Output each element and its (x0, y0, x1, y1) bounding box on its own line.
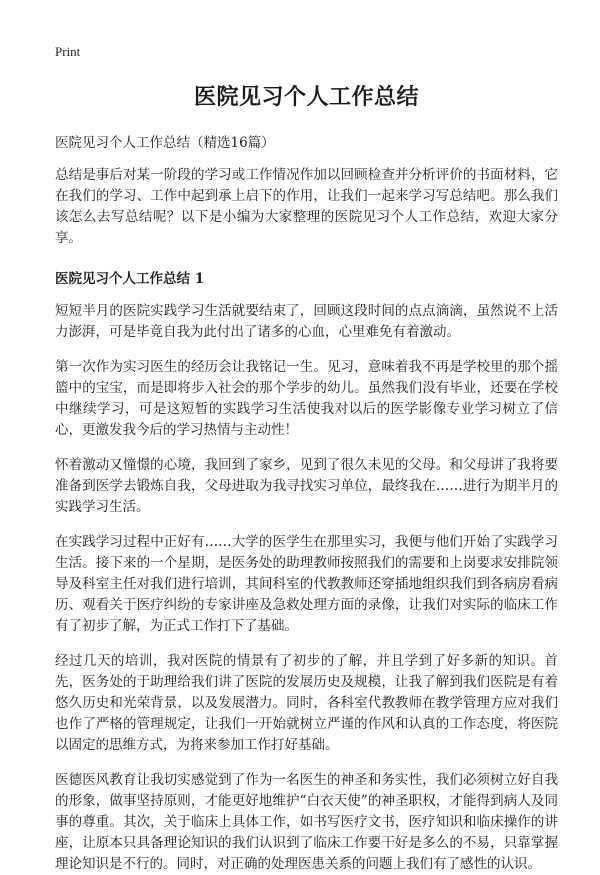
body-paragraph-2: 第一次作为实习医生的经历会让我铭记一生。见习，意味着我不再是学校里的那个摇篮中的宝宝，而是即将步入社会的那个学步的幼儿。虽然我们没有毕业，还要在学校中继续学习，可是这短暂的实践学习生活使我对以后的医学影像专业学习树立了信心，更激发我今后的学习热情与主动性！ (55, 359, 558, 438)
body-paragraph-1: 短短半月的医院实践学习生活就要结束了，回顾这段时间的点点滴滴，虽然说不上活力澎湃，可是毕竟自我为此付出了诸多的心血，心里难免有着激动。 (55, 303, 558, 340)
body-paragraph-3: 怀着激动又憧憬的心境，我回到了家乡，见到了很久未见的父母。和父母讲了我将要准备到医学去锻炼自我，父母进取为我寻找实习单位，最终我在……进行为期半月的实践学习生活。 (55, 457, 558, 515)
page-title: 医院见习个人工作总结 (193, 84, 419, 110)
body-paragraph-5: 经过几天的培训，我对医院的情景有了初步的了解，并且学到了好多新的知识。首先，医务处的于助理给我们讲了医院的发展历史及规模，让我了解到我们医院是有着悠久历史和光荣背景，以及发展潜力。同时，各科室代教教师在教学管理方应对我们也作了严格的管理规定，让我们一开始就树立严谨的作风和认真的工作态度，将医院以固定的思维方式，为将来参加工作打好基础。 (55, 653, 558, 753)
intro-paragraph: 总结是事后对某一阶段的学习或工作情况作加以回顾检查并分析评价的书面材料，它在我们的学习、工作中起到承上启下的作用，让我们一起来学习写总结吧。那么我们该怎么去写总结呢？以下是小编为大家整理的医院见习个人工作总结，欢迎大家分享。 (55, 167, 558, 246)
body-paragraph-6: 医德医风教育让我切实感觉到了作为一名医生的神圣和务实性，我们必须树立好自我的形象，做事坚持原则，才能更好地维护“白衣天使”的神圣职权，才能得到病人及同事的尊重。其次，关于临床上具体工作，如书写医疗文书，医疗知识和临床操作的讲座，让原本只具备理论知识的我们认识到了临床工作要干好是多么的不易，只靠掌握理论知识是不行的。同时，对正确的处理医患关系的问题上我们有了感性的认识。 (55, 772, 558, 872)
document-subtitle: 医院见习个人工作总结（精选16篇） (55, 135, 275, 151)
section-heading: 医院见习个人工作总结 1 (55, 271, 205, 287)
body-paragraph-4: 在实践学习过程中正好有……大学的医学生在那里实习，我便与他们开始了实践学习生活。接下来的一个星期，是医务处的助理教师按照我们的需要和上岗要求安排院领导及科室主任对我们进行培训，其间科室的代教教师还穿插地组织我们到各病房看病历、观看关于医疗纠纷的专家讲座及急救处理方面的录像，让我们对实际的临床工作有了初步了解，为正式工作打下了基础。 (55, 534, 558, 634)
print-link[interactable]: Print (55, 44, 81, 59)
